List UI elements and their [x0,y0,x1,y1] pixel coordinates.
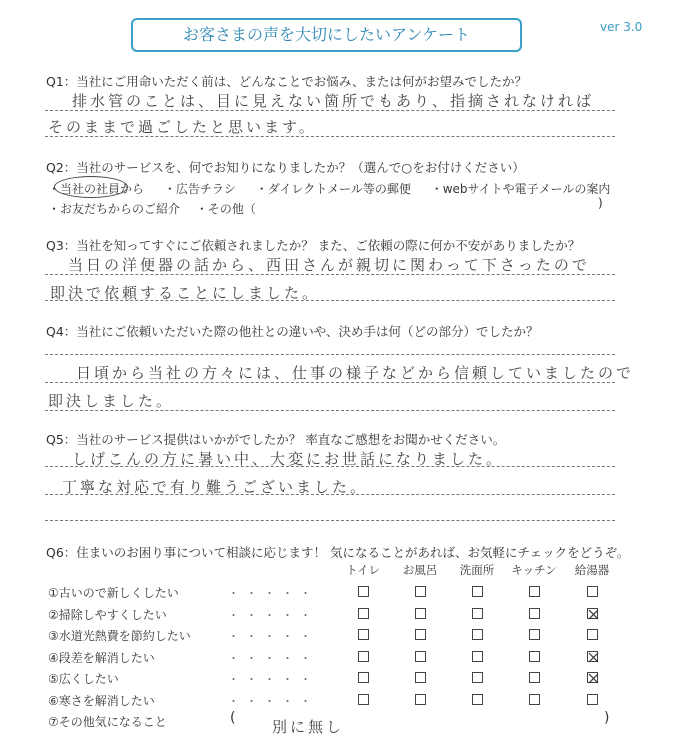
q3-answer-line1[interactable]: 当日の洋便器の話から、西田さんが親切に関わって下さったので [68,256,590,274]
q6-row-dots: ・・・・・ [228,630,318,643]
q1-answer-line1[interactable]: 排水管のことは、目に見えない箇所でもあり、指摘されなければ [72,92,595,110]
check-x-icon [588,652,599,663]
q6-checkbox-water-heater[interactable] [587,672,598,683]
q2-option-flyer[interactable]: ・広告チラシ [163,182,236,196]
q6-checkbox-toilet[interactable] [358,586,369,597]
q6-column-water-heater: 給湯器 [574,563,610,577]
q4-question: Q4：当社にご依頼いただいた際の他社との違いや、決め手は何（どの部分）でしたか？ [46,324,539,339]
q6-checkbox-bath[interactable] [415,586,426,597]
q6-row-dots: ・・・・・ [228,609,318,622]
q6-checkbox-kitchen[interactable] [529,608,540,619]
q5-answer-line2[interactable]: 丁寧な対応で有り難うございました。 [62,478,369,496]
q6-column-washroom: 洗面所 [459,563,495,577]
q2-selection-circle [54,176,128,198]
q6-other-label: ⑦その他気になること [48,715,167,729]
q6-row-label: ⑤広くしたい [48,672,119,686]
q2-option-direct-mail[interactable]: ・ダイレクトメール等の郵便 [255,182,411,196]
q6-row-dots: ・・・・・ [228,587,318,600]
q6-column-kitchen: キッチン [511,563,557,577]
q2-options-row1 [48,180,611,197]
q6-checkbox-water-heater[interactable] [587,629,598,640]
q6-checkbox-kitchen[interactable] [529,672,540,683]
q5-answer-line1[interactable]: しげこんの方に暑い中、大変にお世話になりました。 [72,450,505,468]
q6-checkbox-kitchen[interactable] [529,651,540,662]
q6-checkbox-toilet[interactable] [358,629,369,640]
q6-checkbox-kitchen[interactable] [529,629,540,640]
q6-row-label: ②掃除しやすくしたい [48,608,167,622]
q1-answer-line2[interactable]: そのままで過ごしたと思います。 [48,118,317,136]
q1-question: Q1：当社にご用命いただく前は、どんなことでお悩み、または何がお望みでしたか？ [46,74,528,89]
q6-checkbox-toilet[interactable] [358,608,369,619]
q6-checkbox-toilet[interactable] [358,651,369,662]
q6-column-bath: お風呂 [402,563,438,577]
q6-checkbox-water-heater[interactable] [587,608,598,619]
q6-row-dots: ・・・・・ [228,673,318,686]
q6-column-toilet: トイレ [346,563,380,577]
q6-checkbox-bath[interactable] [415,694,426,705]
q5-question: Q5：当社のサービス提供はいかがでしたか？ 率直なご感想をお聞かせください。 [46,432,506,447]
q3-line2 [45,300,615,301]
q6-row-label: ④段差を解消したい [48,651,155,665]
q6-checkbox-bath[interactable] [415,651,426,662]
q6-checkbox-washroom[interactable] [472,672,483,683]
q6-checkbox-washroom[interactable] [472,586,483,597]
q4-line2 [45,382,615,383]
q2-option-web[interactable]: ・webサイトや電子メールの案内 [430,182,611,196]
q2-question: Q2：当社のサービスを、何でお知りになりましたか？（選んで○をお付けください） [46,160,525,175]
q4-answer-line2[interactable]: 即決しました。 [48,392,175,410]
q2-close-paren: ) [598,196,603,210]
q6-question: Q6：住まいのお困り事について相談に応じます！ 気になることがあれば、お気軽にチェックをどうぞ。 [46,545,630,560]
q5-line2 [45,494,615,495]
q5-line3 [45,520,615,521]
q6-checkbox-toilet[interactable] [358,694,369,705]
q6-checkbox-kitchen[interactable] [529,694,540,705]
q6-row-label: ③水道光熱費を節約したい [48,629,191,643]
q3-line1 [45,274,615,275]
q6-other-close-paren: ) [604,710,610,726]
q6-row-label: ①古いので新しくしたい [48,586,179,600]
q6-checkbox-water-heater[interactable] [587,694,598,705]
q4-line3 [45,410,615,411]
q6-row-label: ⑥寒さを解消したい [48,694,155,708]
q6-checkbox-toilet[interactable] [358,672,369,683]
q6-checkbox-water-heater[interactable] [587,586,598,597]
q4-answer-line1[interactable]: 日頃から当社の方々には、仕事の様子などから信頼していましたので [76,364,635,382]
q6-checkbox-bath[interactable] [415,608,426,619]
q2-option-friend[interactable]: ・お友だちからのご紹介 [48,202,181,216]
q6-row-dots: ・・・・・ [228,652,318,665]
q5-line1 [45,466,615,467]
q6-checkbox-bath[interactable] [415,672,426,683]
q6-checkbox-kitchen[interactable] [529,586,540,597]
q3-answer-line2[interactable]: 即決で依頼することにしました。 [50,284,321,302]
version-label: ver 3.0 [600,20,643,34]
check-x-icon [588,609,599,620]
q2-option-staff[interactable]: ・当社の社員から [48,182,145,196]
q6-other-open-paren: ( [230,710,236,726]
q6-checkbox-washroom[interactable] [472,651,483,662]
q6-checkbox-water-heater[interactable] [587,651,598,662]
q6-checkbox-washroom[interactable] [472,629,483,640]
survey-title: お客さまの声を大切にしたいアンケート [131,18,522,52]
q2-options-row2 [48,200,256,217]
q4-line1 [45,354,615,355]
q1-line1 [45,110,615,111]
q6-checkbox-washroom[interactable] [472,608,483,619]
q6-row-dots: ・・・・・ [228,695,318,708]
check-x-icon [588,673,599,684]
q6-checkbox-washroom[interactable] [472,694,483,705]
q1-line2 [45,136,615,137]
q6-checkbox-bath[interactable] [415,629,426,640]
q6-other-answer[interactable]: 別に無し [272,718,345,736]
q2-option-other[interactable]: ・その他（ [195,202,256,216]
q3-question: Q3：当社を知ってすぐにご依頼されましたか？ また、ご依頼の際に何か不安がありましたか？ [46,238,581,253]
